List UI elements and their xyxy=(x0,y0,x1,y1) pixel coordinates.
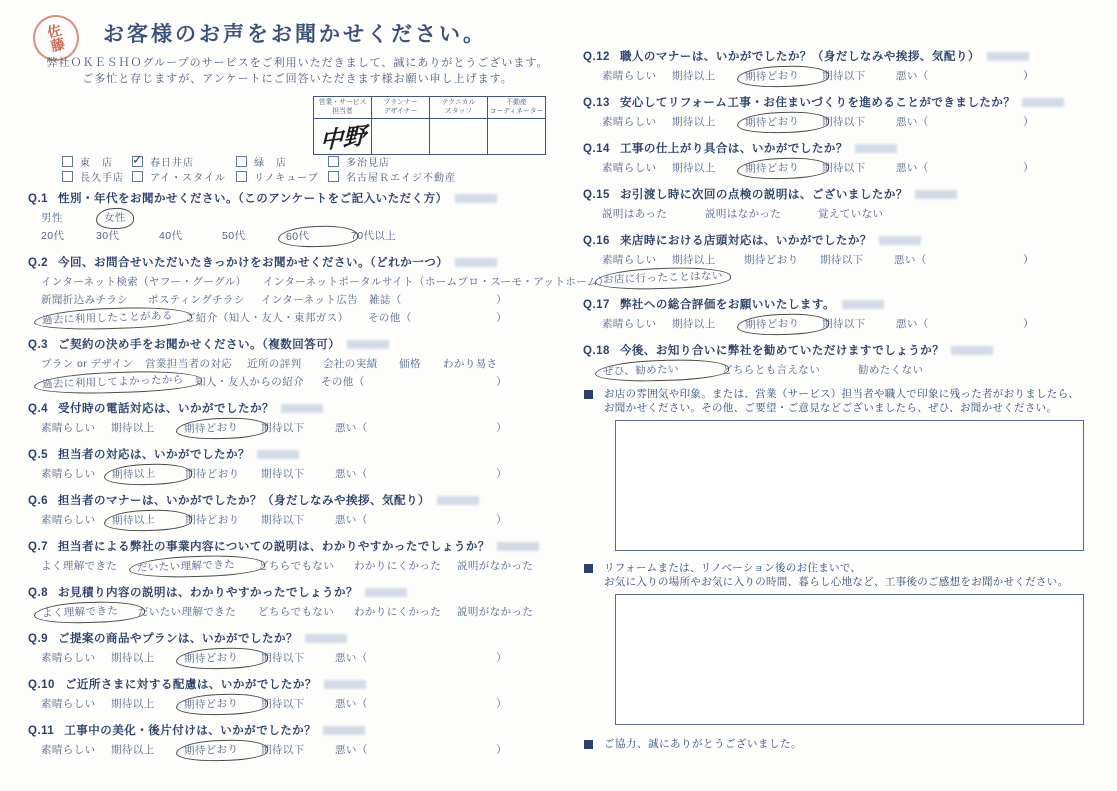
answer-option: 説明がなかった xyxy=(457,606,534,618)
answer-option: 悪い（ xyxy=(896,70,929,82)
intro-text xyxy=(0,55,595,87)
answer-option: よく理解できた xyxy=(41,560,118,572)
answer-option: 期待どおり xyxy=(744,254,799,266)
question-id: Q.10 xyxy=(28,679,55,691)
branch-checkbox[interactable] xyxy=(328,171,339,182)
question-block xyxy=(28,584,568,621)
answer-line xyxy=(28,741,507,759)
question-title-text: ご契約の決め手をお聞かせください。（複数回答可） xyxy=(58,339,341,351)
answer-option-circled: 60代 xyxy=(278,225,359,249)
answer-line xyxy=(583,361,1034,379)
answer-option: ） xyxy=(496,294,507,306)
question-block xyxy=(583,296,1098,333)
question-title-text: お引渡し時に次回の点検の説明は、ございましたか？ xyxy=(619,189,908,201)
heading-highlight xyxy=(347,340,389,349)
stamp-char: 佐 xyxy=(45,21,64,41)
branch-item xyxy=(62,154,132,169)
branch-item xyxy=(328,154,390,169)
open-comment-section xyxy=(583,562,1098,725)
answer-option: わかりにくかった xyxy=(354,606,442,618)
answer-option: 期待以下 xyxy=(820,254,864,266)
branch-item xyxy=(236,154,328,169)
question-id: Q.11 xyxy=(28,725,55,737)
heading-highlight xyxy=(951,346,993,355)
answer-option: 期待以下 xyxy=(261,652,305,664)
answer-option: どちらとも言えない xyxy=(722,364,821,376)
branch-item xyxy=(132,169,236,184)
answer-option: ） xyxy=(496,744,507,756)
heading-highlight xyxy=(842,300,884,309)
branch-label: 名古屋Ｒエイジ不動産 xyxy=(346,173,456,184)
answer-option-circled: 過去に利用してよかったから xyxy=(34,369,203,396)
answer-option-circled: お店に行ったことはない xyxy=(595,266,732,292)
answer-option: 素晴らしい xyxy=(602,116,657,128)
heading-highlight xyxy=(257,450,299,459)
answer-line xyxy=(28,291,507,309)
answer-option: 悪い（ xyxy=(335,698,368,710)
square-bullet-icon xyxy=(584,390,593,399)
question-id: Q.14 xyxy=(583,143,610,155)
question-title-text: 来店時における店頭対応は、いかがでしたか？ xyxy=(619,235,872,247)
question-block xyxy=(583,48,1098,85)
answer-option: 知人・友人からの紹介 xyxy=(195,376,304,388)
staff-signature-cell xyxy=(372,119,430,155)
answer-option: 男性 xyxy=(41,212,63,224)
question-block xyxy=(28,446,568,483)
answer-option: 期待以上 xyxy=(672,318,716,330)
branch-label: 東 店 xyxy=(80,158,113,169)
heading-highlight xyxy=(281,404,323,413)
answer-line xyxy=(28,465,507,483)
answer-option: 悪い（ xyxy=(335,652,368,664)
branch-row xyxy=(62,154,456,169)
answer-option: 説明がなかった xyxy=(457,560,534,572)
answer-option: 悪い（ xyxy=(335,744,368,756)
heading-highlight xyxy=(365,588,407,597)
branch-label: 春日井店 xyxy=(150,158,194,169)
question-id: Q.12 xyxy=(583,51,610,63)
question-id: Q.6 xyxy=(28,495,49,507)
question-title xyxy=(28,630,568,646)
question-title xyxy=(583,186,1098,202)
question-title xyxy=(28,400,568,416)
answer-option-circled: 期待どおり xyxy=(176,692,269,716)
answer-option: 期待以上 xyxy=(111,422,155,434)
answer-option-circled: 過去に利用したことがある xyxy=(34,305,193,332)
answer-option: ） xyxy=(496,312,507,324)
question-title-text: ご提案の商品やプランは、いかがでしたか？ xyxy=(58,633,299,645)
answer-option: ） xyxy=(496,514,507,526)
answer-option: 素晴らしい xyxy=(602,318,657,330)
branch-label: 長久手店 xyxy=(80,173,124,184)
answer-option: ） xyxy=(1023,162,1034,174)
question-title xyxy=(28,446,568,462)
answer-option: 勧めたくない xyxy=(858,364,924,376)
answer-option: どちらでもない xyxy=(258,560,335,572)
question-title xyxy=(28,336,568,352)
question-id: Q.15 xyxy=(583,189,610,201)
question-title-text: 担当者の対応は、いかがでしたか？ xyxy=(58,449,251,461)
answer-option: ） xyxy=(496,698,507,710)
answer-option: 悪い（ xyxy=(896,318,929,330)
answer-option: 素晴らしい xyxy=(41,514,96,526)
answer-line xyxy=(28,603,534,621)
answer-option: 期待以上 xyxy=(672,70,716,82)
heading-highlight xyxy=(455,194,497,203)
question-title-text: 担当者による弊社の事業内容についての説明は、わかりやすかったでしょうか？ xyxy=(58,541,490,553)
answer-option-circled: 期待以上 xyxy=(104,508,193,532)
answer-option: インターネットポータルサイト（ホームプロ・スーモ・アットホーム） xyxy=(263,276,609,288)
answer-option: 価格 xyxy=(399,358,421,370)
answer-line xyxy=(28,557,534,575)
answer-option: ） xyxy=(1023,116,1034,128)
branch-checkboxes xyxy=(62,154,456,184)
question-title xyxy=(583,140,1098,156)
answer-option: 素晴らしい xyxy=(41,698,96,710)
question-title-text: 工事の仕上がり具合は、いかがでしたか？ xyxy=(619,143,848,155)
answer-option: 期待以下 xyxy=(822,70,866,82)
answer-option: 期待どおり xyxy=(185,468,240,480)
branch-checkbox[interactable] xyxy=(328,156,339,167)
answer-option: ） xyxy=(496,376,507,388)
answer-option-circled: 期待どおり xyxy=(737,312,830,336)
question-title xyxy=(28,492,568,508)
open-comment-heading-text: お店の雰囲気や印象。または、営業（サービス）担当者や職人で印象に残った者がおりましたら、 お聞かせください。その他、ご要望・ご意見などございましたら、ぜひ、お聞かせください。 xyxy=(604,388,1080,414)
question-title-text: 弊社への総合評価をお願いいたします。 xyxy=(619,299,836,311)
question-title-text: 担当者のマナーは、いかがでしたか？（身だしなみや挨拶、気配り） xyxy=(58,495,431,507)
answer-option: 悪い（ xyxy=(894,254,927,266)
question-id: Q.17 xyxy=(583,299,610,311)
answer-option: 素晴らしい xyxy=(41,422,96,434)
answer-option: わかり易さ xyxy=(443,358,498,370)
answer-option: 期待以上 xyxy=(111,744,155,756)
heading-highlight xyxy=(855,144,897,153)
answer-option: どちらでもない xyxy=(258,606,335,618)
handwritten-signature: 中野 xyxy=(319,122,366,155)
question-title xyxy=(28,254,568,270)
answer-option: 期待以下 xyxy=(822,318,866,330)
answer-line xyxy=(583,113,1034,131)
branch-label: 緑 店 xyxy=(254,158,287,169)
question-id: Q.3 xyxy=(28,339,49,351)
intro-line1: 弊社ＯＫＥＳＨＯグループのサービスをご利用いただきまして、誠にありがとうございます。 xyxy=(46,57,549,69)
answer-option: 素晴らしい xyxy=(602,162,657,174)
question-block xyxy=(28,630,568,667)
answer-option: 悪い（ xyxy=(896,116,929,128)
answer-option: ） xyxy=(496,468,507,480)
answer-option: ） xyxy=(1023,318,1034,330)
answer-option: 悪い（ xyxy=(896,162,929,174)
answer-option-circled: 期待どおり xyxy=(176,738,269,762)
branch-item xyxy=(236,169,328,184)
question-title xyxy=(28,722,568,738)
answer-option: ） xyxy=(496,652,507,664)
answer-line xyxy=(583,205,1034,223)
question-title-text: お見積り内容の説明は、わかりやすかったでしょうか？ xyxy=(58,587,359,599)
answer-option: わかりにくかった xyxy=(354,560,442,572)
branch-checkbox[interactable] xyxy=(132,171,143,182)
answer-option: 素晴らしい xyxy=(41,652,96,664)
answer-option: 説明はあった xyxy=(602,208,668,220)
answer-option: 素晴らしい xyxy=(41,468,96,480)
answer-line xyxy=(583,67,1034,85)
question-title xyxy=(583,232,1098,248)
answer-line xyxy=(28,355,507,373)
open-comment-section xyxy=(583,388,1098,551)
staff-column-header: テクニカル スタッフ xyxy=(430,97,488,119)
heading-highlight xyxy=(915,190,957,199)
answer-option-circled: 期待どおり xyxy=(737,156,830,180)
heading-highlight xyxy=(455,258,497,267)
answer-option: 期待以上 xyxy=(111,698,155,710)
open-comment-heading xyxy=(583,562,1098,589)
question-block xyxy=(28,336,568,391)
answer-option-circled: 期待以上 xyxy=(104,462,193,486)
answer-option: 期待以下 xyxy=(261,698,305,710)
branch-label: 多治見店 xyxy=(346,158,390,169)
branch-checkbox[interactable] xyxy=(236,156,247,167)
question-title-text: 今回、お問合せいただいたきっかけをお聞かせください。（どれか一つ） xyxy=(58,257,449,269)
question-title xyxy=(583,94,1098,110)
answer-option: 期待以下 xyxy=(261,468,305,480)
page-title: お客様のお声をお聞かせください。 xyxy=(103,23,487,46)
answer-option: ご紹介（知人・友人・東邦ガス） xyxy=(185,312,349,324)
answer-option: 悪い（ xyxy=(335,468,368,480)
answer-option: 期待以下 xyxy=(261,422,305,434)
branch-label: アイ・スタイル xyxy=(150,173,226,184)
answer-line xyxy=(28,419,507,437)
answer-option: 期待以下 xyxy=(822,116,866,128)
question-id: Q.4 xyxy=(28,403,49,415)
question-block xyxy=(28,492,568,529)
answer-option: 新聞折込みチラシ xyxy=(41,294,129,306)
heading-highlight xyxy=(497,542,539,551)
question-title xyxy=(28,190,568,206)
answer-line xyxy=(28,227,507,245)
answer-option: その他（ xyxy=(368,312,412,324)
answer-option: 期待以下 xyxy=(261,514,305,526)
question-title xyxy=(28,538,568,554)
question-id: Q.1 xyxy=(28,193,49,205)
heading-highlight xyxy=(323,726,365,735)
staff-signature-cell xyxy=(488,119,546,155)
comment-box[interactable] xyxy=(615,420,1084,551)
answer-line xyxy=(28,309,507,327)
answer-option: ） xyxy=(1023,254,1034,266)
heading-highlight xyxy=(437,496,479,505)
question-title xyxy=(28,676,568,692)
branch-item xyxy=(132,154,236,169)
branch-item xyxy=(62,169,132,184)
answer-option: 期待どおり xyxy=(185,514,240,526)
footer-note xyxy=(583,736,1098,751)
answer-option: 会社の実績 xyxy=(323,358,378,370)
answer-option: 期待以上 xyxy=(672,162,716,174)
answer-option: 営業担当者の対応 xyxy=(145,358,233,370)
branch-item xyxy=(328,169,456,184)
question-title-text: 工事中の美化・後片付けは、いかがでしたか？ xyxy=(64,725,317,737)
branch-label: リノキューブ xyxy=(254,173,319,184)
answer-line xyxy=(583,315,1034,333)
question-title xyxy=(583,296,1098,312)
answer-option: 説明はなかった xyxy=(705,208,782,220)
heading-highlight xyxy=(305,634,347,643)
question-title xyxy=(583,48,1098,64)
question-title xyxy=(583,342,1098,358)
answer-option-circled: だいたい理解できた xyxy=(129,554,266,580)
answer-option: 素晴らしい xyxy=(602,254,657,266)
answer-option-circled: 期待どおり xyxy=(737,110,830,134)
question-title-text: 受付時の電話対応は、いかがでしたか？ xyxy=(58,403,275,415)
heading-highlight xyxy=(1022,98,1064,107)
question-id: Q.16 xyxy=(583,235,610,247)
answer-option-circled: 期待どおり xyxy=(176,416,269,440)
question-id: Q.8 xyxy=(28,587,49,599)
answer-option: ポスティングチラシ xyxy=(148,294,245,306)
staff-signature-cell xyxy=(314,119,372,155)
question-id: Q.9 xyxy=(28,633,49,645)
heading-highlight xyxy=(987,52,1029,61)
open-comment-heading xyxy=(583,388,1098,415)
question-block xyxy=(583,342,1098,379)
answer-line xyxy=(583,251,1034,269)
answer-option: 近所の評判 xyxy=(247,358,302,370)
answer-option: 40代 xyxy=(159,230,183,242)
answer-line xyxy=(583,269,1034,287)
answer-option-circled: 期待どおり xyxy=(737,64,830,88)
answer-option-circled: ぜひ、勧めたい xyxy=(595,358,730,384)
question-title-text: 職人のマナーは、いかがでしたか？（身だしなみや挨拶、気配り） xyxy=(619,51,980,63)
square-bullet-icon xyxy=(584,564,593,573)
answer-line xyxy=(28,373,507,391)
question-id: Q.7 xyxy=(28,541,49,553)
answer-option: 期待以下 xyxy=(822,162,866,174)
answer-line xyxy=(28,273,609,291)
question-block xyxy=(583,186,1098,223)
question-id: Q.5 xyxy=(28,449,49,461)
answer-option: ） xyxy=(496,422,507,434)
staff-column-header: 営業・サービス 担当者 xyxy=(314,97,372,119)
answer-option: インターネット広告 xyxy=(261,294,359,306)
answer-option: だいたい理解できた xyxy=(138,606,237,618)
question-block xyxy=(28,722,568,759)
answer-line xyxy=(28,511,507,529)
answer-option: その他（ xyxy=(321,376,365,388)
answer-option: 期待以上 xyxy=(672,254,716,266)
answer-line xyxy=(583,159,1034,177)
answer-option: 素晴らしい xyxy=(602,70,657,82)
answer-option: 50代 xyxy=(222,230,246,242)
answer-option: 悪い（ xyxy=(335,514,368,526)
question-title-text: 今後、お知り合いに弊社を勧めていただけますでしょうか？ xyxy=(619,345,945,357)
question-title xyxy=(28,584,568,600)
footer-note-text: ご協力、誠にありがとうございました。 xyxy=(604,738,802,750)
answer-option: インターネット検索（ヤフー・グーグル） xyxy=(41,276,247,288)
branch-checkbox[interactable] xyxy=(62,171,73,182)
comment-box[interactable] xyxy=(615,594,1084,725)
question-title-text: ご近所さまに対する配慮は、いかがでしたか？ xyxy=(64,679,317,691)
answer-option: 悪い（ xyxy=(335,422,368,434)
heading-highlight xyxy=(324,680,366,689)
question-id: Q.18 xyxy=(583,345,610,357)
open-comment-heading-text: リフォームまたは、リノベーション後のお住まいで、 お気に入りの場所やお気に入りの時間、暮らし心地など、工事後のご感想をお聞かせください。 xyxy=(604,562,1069,588)
question-block xyxy=(28,538,568,575)
answer-option: 期待以下 xyxy=(261,744,305,756)
square-bullet-icon xyxy=(584,740,593,749)
answer-option-circled: 期待どおり xyxy=(176,646,269,670)
staff-column-header: 不動産 コーディネーター xyxy=(488,97,546,119)
branch-checkbox[interactable] xyxy=(236,171,247,182)
branch-checkbox[interactable] xyxy=(132,156,143,167)
answer-option: 雑誌（ xyxy=(369,294,402,306)
intro-line2: ご多忙と存じますが、アンケートにご回答いただきます様お願い申し上げます。 xyxy=(82,73,513,85)
question-block xyxy=(28,676,568,713)
question-block xyxy=(28,190,568,245)
question-title-text: 性別・年代をお聞かせください。（このアンケートをご記入いただく方） xyxy=(58,193,448,205)
stamp-char: 藤 xyxy=(48,35,67,55)
question-block xyxy=(583,232,1098,287)
answer-option-circled: 女性 xyxy=(96,207,135,229)
question-block xyxy=(583,94,1098,131)
staff-table xyxy=(313,96,546,155)
staff-column-header: プランナー デザイナー xyxy=(372,97,430,119)
answer-option: 素晴らしい xyxy=(41,744,96,756)
answer-option: 70代以上 xyxy=(351,230,397,242)
heading-highlight xyxy=(879,236,921,245)
branch-row xyxy=(62,169,456,184)
answer-option: ） xyxy=(1023,70,1034,82)
question-id: Q.13 xyxy=(583,97,610,109)
branch-checkbox[interactable] xyxy=(62,156,73,167)
answer-option: 期待以上 xyxy=(672,116,716,128)
answer-line xyxy=(28,649,507,667)
question-id: Q.2 xyxy=(28,257,49,269)
answer-option: 20代 xyxy=(41,230,65,242)
answer-line xyxy=(28,209,507,227)
answer-option: 期待以上 xyxy=(111,652,155,664)
question-block xyxy=(28,400,568,437)
answer-option: 30代 xyxy=(96,230,120,242)
answer-line xyxy=(28,695,507,713)
questions-right-column xyxy=(583,48,1098,751)
question-block xyxy=(583,140,1098,177)
staff-signature-cell xyxy=(430,119,488,155)
answer-option-circled: よく理解できた xyxy=(34,600,146,625)
answer-option: 覚えていない xyxy=(818,208,884,220)
question-title-text: 安心してリフォーム工事・お住まいづくりを進めることができましたか？ xyxy=(619,97,1016,109)
answer-option: プラン or デザイン xyxy=(41,358,134,370)
